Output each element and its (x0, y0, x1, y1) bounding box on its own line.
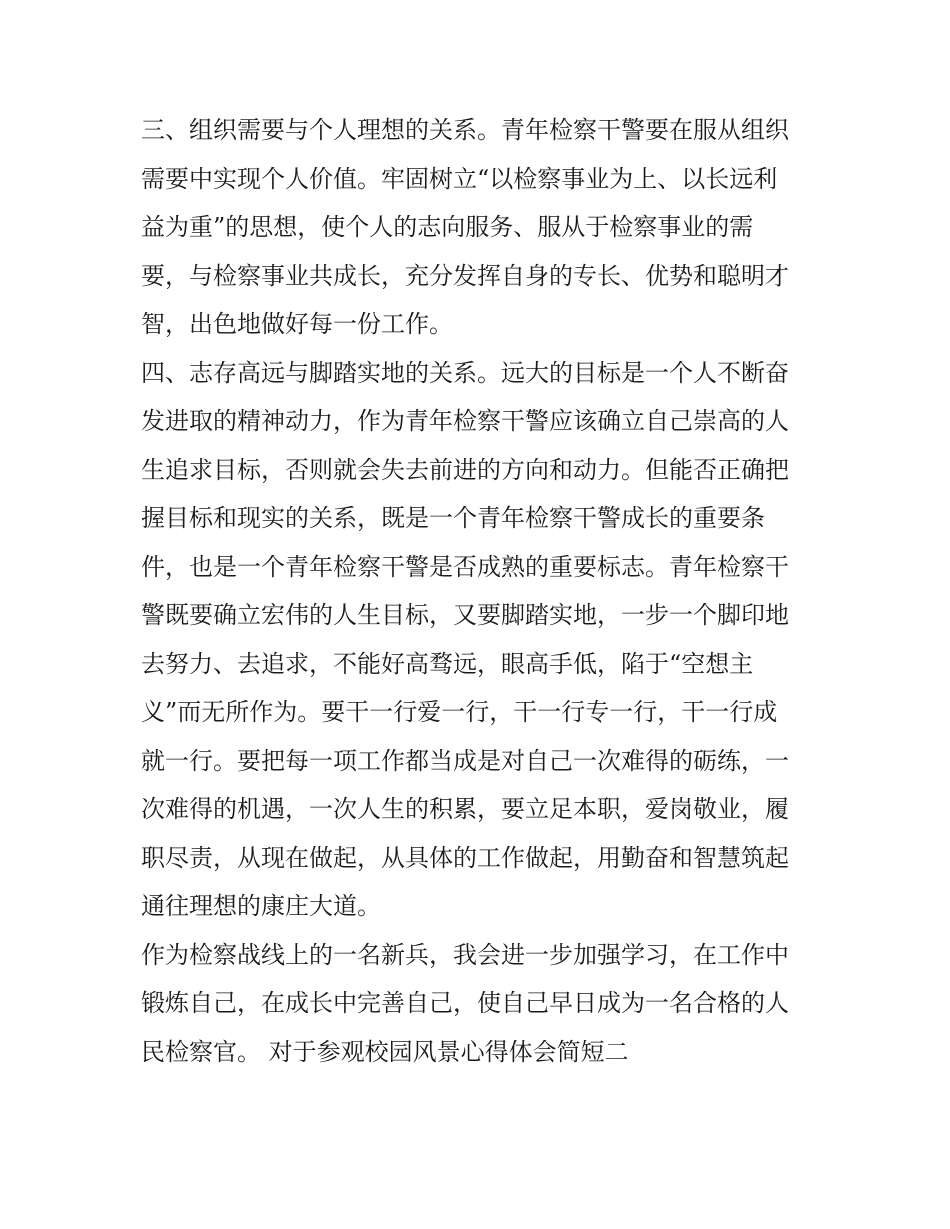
text-line: 职尽责，从现在做起，从具体的工作做起，用勤奋和智慧筑起 (141, 843, 789, 872)
text-line: 三、组织需要与个人理想的关系。青年检察干警要在服从组织 (141, 116, 789, 144)
text-line: 生追求目标，否则就会失去前进的方向和动力。但能否正确把 (141, 455, 789, 484)
text-line: 件，也是一个青年检察干警是否成熟的重要标志。青年检察干 (141, 552, 789, 581)
text-line: 益为重”的思想，使个人的志向服务、服从于检察事业的需 (141, 213, 754, 241)
text-line: 作为检察战线上的一名新兵，我会进一步加强学习，在工作中 (141, 940, 789, 969)
text-line: 握目标和现实的关系，既是一个青年检察干警成长的重要条 (141, 504, 765, 532)
text-line: 去努力、去追求，不能好高骛远，眼高手低，陷于“空想主 (141, 649, 754, 678)
text-line: 智，出色地做好每一份工作。 (141, 310, 453, 338)
text-line: 要，与检察事业共成长，充分发挥自身的专长、优势和聪明才 (141, 261, 789, 290)
text-line: 发进取的精神动力，作为青年检察干警应该确立自己崇高的人 (141, 407, 789, 435)
text-line: 义”而无所作为。要干一行爱一行，干一行专一行，干一行成 (141, 698, 778, 726)
text-line: 锻炼自己，在成长中完善自己，使自己早日成为一名合格的人 (141, 989, 789, 1017)
text-line: 民检察官。 对于参观校园风景心得体会简短二 (141, 1037, 629, 1066)
text-line: 需要中实现个人价值。牢固树立“以检察事业为上、以长远利 (141, 164, 778, 193)
text-line: 警既要确立宏伟的人生目标，又要脚踏实地，一步一个脚印地 (141, 601, 789, 629)
text-line: 通往理想的康庄大道。 (141, 892, 381, 920)
text-line: 四、志存高远与脚踏实地的关系。远大的目标是一个人不断奋 (141, 358, 789, 387)
text-line: 就一行。要把每一项工作都当成是对自己一次难得的砺练，一 (141, 746, 789, 775)
document-body (141, 106, 821, 1076)
text-line: 次难得的机遇，一次人生的积累，要立足本职，爱岗敬业，履 (141, 795, 789, 823)
